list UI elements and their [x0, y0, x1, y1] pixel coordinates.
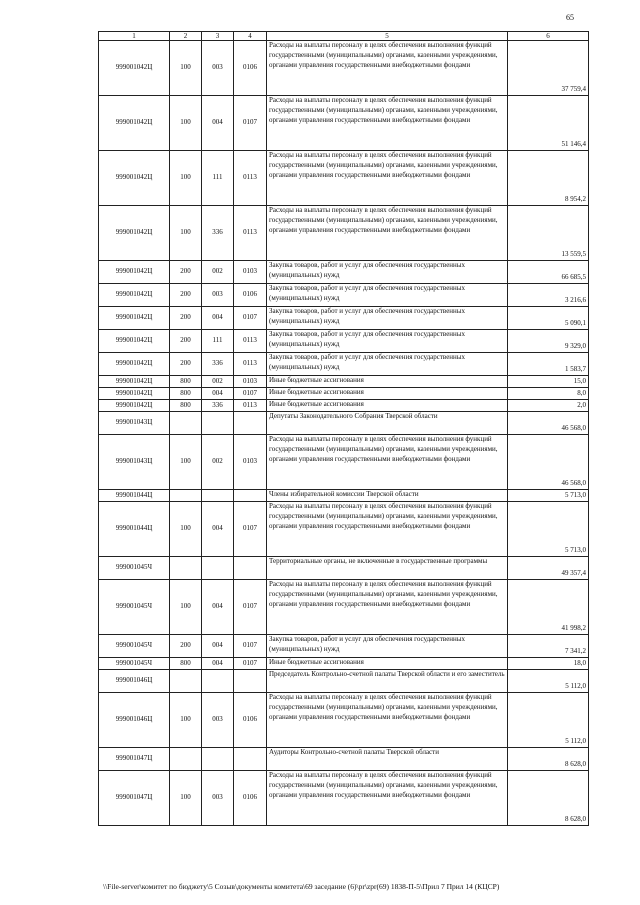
- cell-section: 0107: [234, 502, 267, 557]
- cell-expense-type: 800: [170, 388, 202, 400]
- cell-section: 0103: [234, 376, 267, 388]
- cell-section: 0107: [234, 580, 267, 635]
- table-row: [99, 41, 589, 96]
- cell-section: [234, 412, 267, 435]
- cell-section: 0113: [234, 330, 267, 353]
- cell-description: Расходы на выплаты персоналу в целях обеспечения выполнения функций государственными (муниципальными) органами, казенными учреждениями, органами управления государственными внебюджетными фондами: [267, 96, 508, 151]
- table-row: [99, 307, 589, 330]
- cell-amount: 13 559,5: [508, 206, 589, 261]
- cell-amount: 9 329,0: [508, 330, 589, 353]
- cell-amount: 5 713,0: [508, 490, 589, 502]
- cell-expense-type: 200: [170, 307, 202, 330]
- cell-description: Члены избирательной комиссии Тверской области: [267, 490, 508, 502]
- table-row: [99, 580, 589, 635]
- cell-expense-type: 100: [170, 41, 202, 96]
- cell-description: Расходы на выплаты персоналу в целях обеспечения выполнения функций государственными (муниципальными) органами, казенными учреждениями, органами управления государственными внебюджетными фондами: [267, 693, 508, 748]
- cell-target-code: 999001042Ц: [99, 284, 170, 307]
- cell-expense-type: 800: [170, 376, 202, 388]
- cell-department: [202, 748, 234, 771]
- cell-amount: 5 090,1: [508, 307, 589, 330]
- table-row: [99, 658, 589, 670]
- cell-amount: 2,0: [508, 400, 589, 412]
- table-row: [99, 693, 589, 748]
- cell-description: Закупка товаров, работ и услуг для обеспечения государственных (муниципальных) нужд: [267, 284, 508, 307]
- table-row: [99, 261, 589, 284]
- cell-target-code: 999001042Ц: [99, 353, 170, 376]
- cell-amount: 18,0: [508, 658, 589, 670]
- cell-expense-type: 100: [170, 435, 202, 490]
- cell-section: 0113: [234, 400, 267, 412]
- cell-section: 0113: [234, 151, 267, 206]
- cell-description: Расходы на выплаты персоналу в целях обеспечения выполнения функций государственными (муниципальными) органами, казенными учреждениями, органами управления государственными внебюджетными фондами: [267, 502, 508, 557]
- cell-description: Иные бюджетные ассигнования: [267, 658, 508, 670]
- cell-department: 111: [202, 151, 234, 206]
- cell-department: 004: [202, 307, 234, 330]
- cell-target-code: 999001042Ц: [99, 400, 170, 412]
- cell-target-code: 999001042Ц: [99, 307, 170, 330]
- cell-description: Закупка товаров, работ и услуг для обеспечения государственных (муниципальных) нужд: [267, 635, 508, 658]
- cell-target-code: 999001047Ц: [99, 771, 170, 826]
- cell-description: Территориальные органы, не включенные в государственные программы: [267, 557, 508, 580]
- cell-target-code: 999001045Ч: [99, 658, 170, 670]
- cell-expense-type: 200: [170, 635, 202, 658]
- cell-section: 0106: [234, 693, 267, 748]
- cell-department: 003: [202, 284, 234, 307]
- page-number: 65: [566, 13, 574, 22]
- table-row: [99, 635, 589, 658]
- cell-amount: 7 341,2: [508, 635, 589, 658]
- cell-expense-type: 800: [170, 400, 202, 412]
- cell-section: [234, 490, 267, 502]
- table-header-row: [99, 32, 589, 41]
- cell-target-code: 999001042Ц: [99, 41, 170, 96]
- cell-department: 004: [202, 635, 234, 658]
- cell-amount: 1 583,7: [508, 353, 589, 376]
- cell-description: Закупка товаров, работ и услуг для обеспечения государственных (муниципальных) нужд: [267, 353, 508, 376]
- cell-description: Расходы на выплаты персоналу в целях обеспечения выполнения функций государственными (муниципальными) органами, казенными учреждениями, органами управления государственными внебюджетными фондами: [267, 151, 508, 206]
- cell-section: 0106: [234, 284, 267, 307]
- cell-target-code: 999001042Ц: [99, 151, 170, 206]
- cell-section: [234, 557, 267, 580]
- cell-expense-type: 100: [170, 151, 202, 206]
- cell-expense-type: 100: [170, 580, 202, 635]
- table-row: [99, 771, 589, 826]
- cell-description: Расходы на выплаты персоналу в целях обеспечения выполнения функций государственными (муниципальными) органами, казенными учреждениями, органами управления государственными внебюджетными фондами: [267, 206, 508, 261]
- cell-department: [202, 557, 234, 580]
- table-row: [99, 330, 589, 353]
- header-col-1: 1: [99, 32, 170, 41]
- table-row: [99, 353, 589, 376]
- cell-section: 0103: [234, 435, 267, 490]
- cell-section: 0106: [234, 771, 267, 826]
- table-row: [99, 400, 589, 412]
- cell-section: 0107: [234, 388, 267, 400]
- cell-target-code: 999001043Ц: [99, 435, 170, 490]
- table-row: [99, 388, 589, 400]
- cell-amount: 37 759,4: [508, 41, 589, 96]
- cell-amount: 46 568,0: [508, 412, 589, 435]
- cell-amount: 5 112,0: [508, 693, 589, 748]
- cell-expense-type: 100: [170, 96, 202, 151]
- cell-section: 0103: [234, 261, 267, 284]
- cell-department: 003: [202, 41, 234, 96]
- cell-amount: 46 568,0: [508, 435, 589, 490]
- table-row: [99, 435, 589, 490]
- cell-description: Иные бюджетные ассигнования: [267, 400, 508, 412]
- cell-description: Иные бюджетные ассигнования: [267, 388, 508, 400]
- cell-department: 002: [202, 261, 234, 284]
- cell-section: 0113: [234, 206, 267, 261]
- header-col-2: 2: [170, 32, 202, 41]
- cell-expense-type: 100: [170, 693, 202, 748]
- table-row: [99, 557, 589, 580]
- cell-amount: 41 998,2: [508, 580, 589, 635]
- cell-target-code: 999001045Ч: [99, 557, 170, 580]
- cell-target-code: 999001042Ц: [99, 96, 170, 151]
- cell-department: 336: [202, 206, 234, 261]
- cell-target-code: 999001042Ц: [99, 206, 170, 261]
- cell-expense-type: 200: [170, 353, 202, 376]
- cell-description: Депутаты Законодательного Собрания Тверской области: [267, 412, 508, 435]
- cell-department: 004: [202, 502, 234, 557]
- cell-description: Расходы на выплаты персоналу в целях обеспечения выполнения функций государственными (муниципальными) органами, казенными учреждениями, органами управления государственными внебюджетными фондами: [267, 41, 508, 96]
- cell-target-code: 999001042Ц: [99, 376, 170, 388]
- cell-expense-type: 100: [170, 771, 202, 826]
- cell-department: 003: [202, 771, 234, 826]
- cell-section: [234, 748, 267, 771]
- cell-department: [202, 490, 234, 502]
- cell-expense-type: 800: [170, 658, 202, 670]
- table-row: [99, 670, 589, 693]
- cell-expense-type: [170, 748, 202, 771]
- cell-amount: 51 146,4: [508, 96, 589, 151]
- cell-expense-type: 200: [170, 330, 202, 353]
- cell-amount: 8 628,0: [508, 748, 589, 771]
- cell-amount: 8 628,0: [508, 771, 589, 826]
- cell-description: Аудиторы Контрольно-счетной палаты Тверской области: [267, 748, 508, 771]
- cell-description: Закупка товаров, работ и услуг для обеспечения государственных (муниципальных) нужд: [267, 261, 508, 284]
- cell-description: Расходы на выплаты персоналу в целях обеспечения выполнения функций государственными (муниципальными) органами, казенными учреждениями, органами управления государственными внебюджетными фондами: [267, 435, 508, 490]
- cell-department: 336: [202, 400, 234, 412]
- cell-section: [234, 670, 267, 693]
- table-row: [99, 206, 589, 261]
- cell-expense-type: [170, 557, 202, 580]
- cell-section: 0107: [234, 658, 267, 670]
- table-row: [99, 284, 589, 307]
- cell-section: 0107: [234, 635, 267, 658]
- table-row: [99, 748, 589, 771]
- cell-department: 004: [202, 96, 234, 151]
- cell-section: 0113: [234, 353, 267, 376]
- cell-section: 0106: [234, 41, 267, 96]
- cell-target-code: 999001044Ц: [99, 490, 170, 502]
- cell-amount: 49 357,4: [508, 557, 589, 580]
- table-row: [99, 376, 589, 388]
- cell-target-code: 999001042Ц: [99, 388, 170, 400]
- table-row: [99, 151, 589, 206]
- table-row: [99, 490, 589, 502]
- cell-department: 003: [202, 693, 234, 748]
- cell-department: 111: [202, 330, 234, 353]
- cell-expense-type: [170, 670, 202, 693]
- cell-target-code: 999001045Ч: [99, 580, 170, 635]
- table-row: [99, 502, 589, 557]
- cell-target-code: 999001046Ц: [99, 693, 170, 748]
- cell-description: Расходы на выплаты персоналу в целях обеспечения выполнения функций государственными (муниципальными) органами, казенными учреждениями, органами управления государственными внебюджетными фондами: [267, 580, 508, 635]
- cell-expense-type: 100: [170, 502, 202, 557]
- cell-department: 004: [202, 580, 234, 635]
- cell-amount: 5 112,0: [508, 670, 589, 693]
- footer-file-path: \\File-server\комитет по бюджету\5 Созыв\документы комитета\69 заседание (6)\pr\zpr(69) 1838-П-5\Прил 7 Прил 14 (КЦСР): [103, 882, 500, 891]
- header-col-3: 3: [202, 32, 234, 41]
- cell-department: [202, 670, 234, 693]
- cell-target-code: 999001046Ц: [99, 670, 170, 693]
- cell-description: Закупка товаров, работ и услуг для обеспечения государственных (муниципальных) нужд: [267, 307, 508, 330]
- cell-amount: 8 954,2: [508, 151, 589, 206]
- cell-target-code: 999001042Ц: [99, 261, 170, 284]
- cell-expense-type: [170, 412, 202, 435]
- cell-target-code: 999001042Ц: [99, 330, 170, 353]
- cell-description: Иные бюджетные ассигнования: [267, 376, 508, 388]
- cell-section: 0107: [234, 307, 267, 330]
- cell-target-code: 999001045Ч: [99, 635, 170, 658]
- cell-amount: 66 685,5: [508, 261, 589, 284]
- cell-amount: 8,0: [508, 388, 589, 400]
- budget-table-body: [99, 32, 589, 826]
- cell-expense-type: [170, 490, 202, 502]
- cell-department: 004: [202, 658, 234, 670]
- cell-department: 336: [202, 353, 234, 376]
- cell-department: 002: [202, 435, 234, 490]
- table-row: [99, 96, 589, 151]
- cell-department: 004: [202, 388, 234, 400]
- header-col-4: 4: [234, 32, 267, 41]
- cell-department: 002: [202, 376, 234, 388]
- cell-target-code: 999001047Ц: [99, 748, 170, 771]
- cell-section: 0107: [234, 96, 267, 151]
- header-col-5: 5: [267, 32, 508, 41]
- cell-expense-type: 200: [170, 261, 202, 284]
- cell-target-code: 999001043Ц: [99, 412, 170, 435]
- cell-description: Расходы на выплаты персоналу в целях обеспечения выполнения функций государственными (муниципальными) органами, казенными учреждениями, органами управления государственными внебюджетными фондами: [267, 771, 508, 826]
- cell-description: Закупка товаров, работ и услуг для обеспечения государственных (муниципальных) нужд: [267, 330, 508, 353]
- cell-amount: 3 216,6: [508, 284, 589, 307]
- cell-department: [202, 412, 234, 435]
- budget-table: [98, 31, 589, 826]
- header-col-6: 6: [508, 32, 589, 41]
- cell-expense-type: 100: [170, 206, 202, 261]
- cell-target-code: 999001044Ц: [99, 502, 170, 557]
- cell-description: Председатель Контрольно-счетной палаты Тверской области и его заместитель: [267, 670, 508, 693]
- cell-amount: 15,0: [508, 376, 589, 388]
- cell-amount: 5 713,0: [508, 502, 589, 557]
- cell-expense-type: 200: [170, 284, 202, 307]
- table-row: [99, 412, 589, 435]
